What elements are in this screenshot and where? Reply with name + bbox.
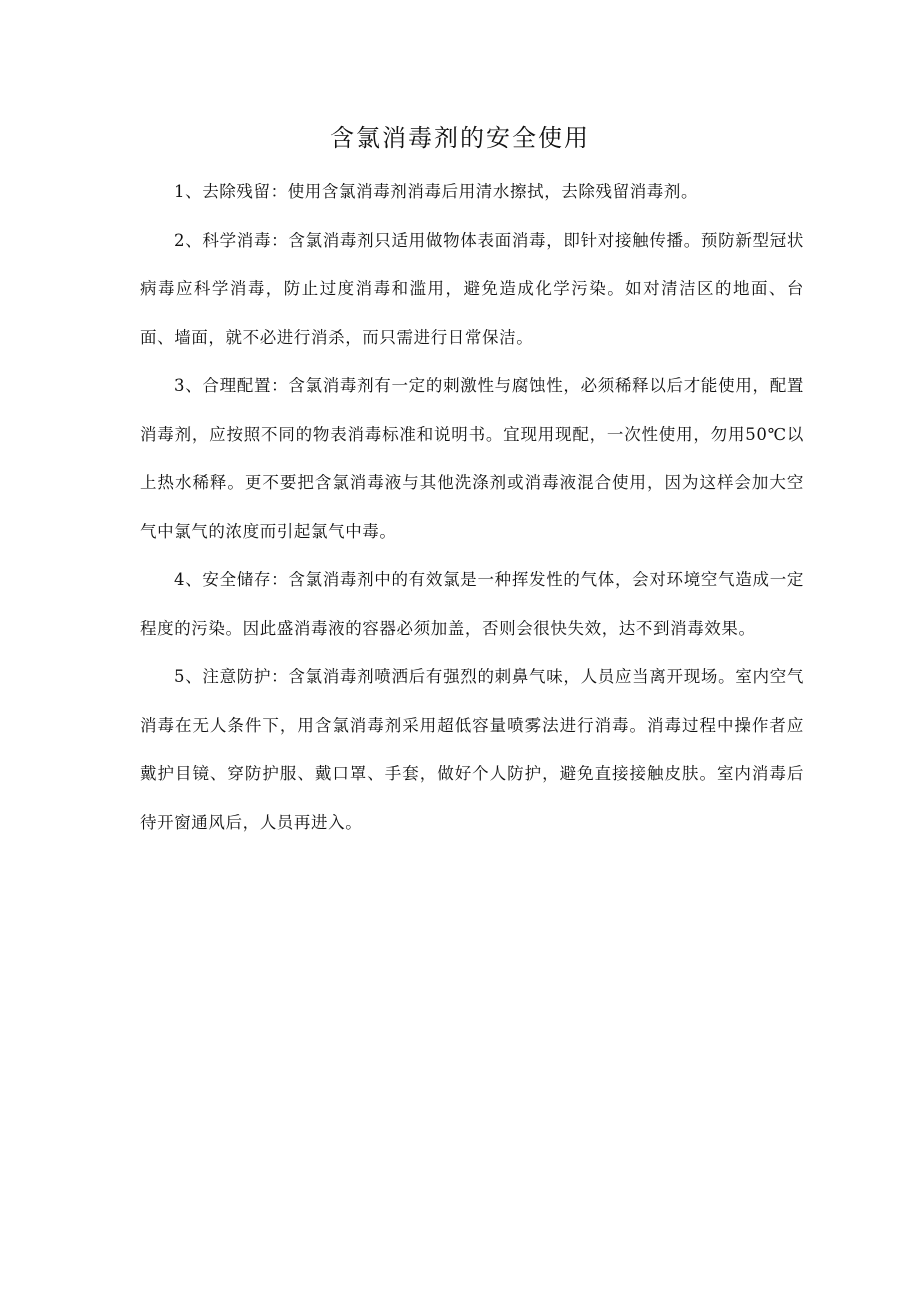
- paragraph-protection: 5、注意防护：含氯消毒剂喷洒后有强烈的刺鼻气味，人员应当离开现场。室内空气消毒在无人条件下，用含氯消毒剂采用超低容量喷雾法进行消毒。消毒过程中操作者应戴护目镜、穿防护服、戴口罩、手套，做好个人防护，避免直接接触皮肤。室内消毒后待开窗通风后，人员再进入。: [140, 667, 804, 832]
- page-title: 含氯消毒剂的安全使用: [330, 124, 590, 152]
- paragraph-safe-storage: 4、安全储存：含氯消毒剂中的有效氯是一种挥发性的气体，会对环境空气造成一定程度的污染。因此盛消毒液的容器必须加盖，否则会很快失效，达不到消毒效果。: [140, 570, 804, 638]
- paragraph-scientific-disinfection: 2、科学消毒：含氯消毒剂只适用做物体表面消毒，即针对接触传播。预防新型冠状病毒应科学消毒，防止过度消毒和滥用，避免造成化学污染。如对清洁区的地面、台面、墙面，就不必进行消杀，而只需进行日常保洁。: [140, 230, 804, 347]
- document-body: [140, 168, 804, 847]
- paragraph-residue-removal: 1、去除残留：使用含氯消毒剂消毒后用清水擦拭，去除残留消毒剂。: [174, 182, 699, 201]
- paragraph-proper-preparation: 3、合理配置：含氯消毒剂有一定的刺激性与腐蚀性，必须稀释以后才能使用，配置消毒剂，应按照不同的物表消毒标准和说明书。宜现用现配，一次性使用，勿用50℃以上热水稀释。更不要把含氯消毒液与其他洗涤剂或消毒液混合使用，因为这样会加大空气中氯气的浓度而引起氯气中毒。: [140, 376, 804, 541]
